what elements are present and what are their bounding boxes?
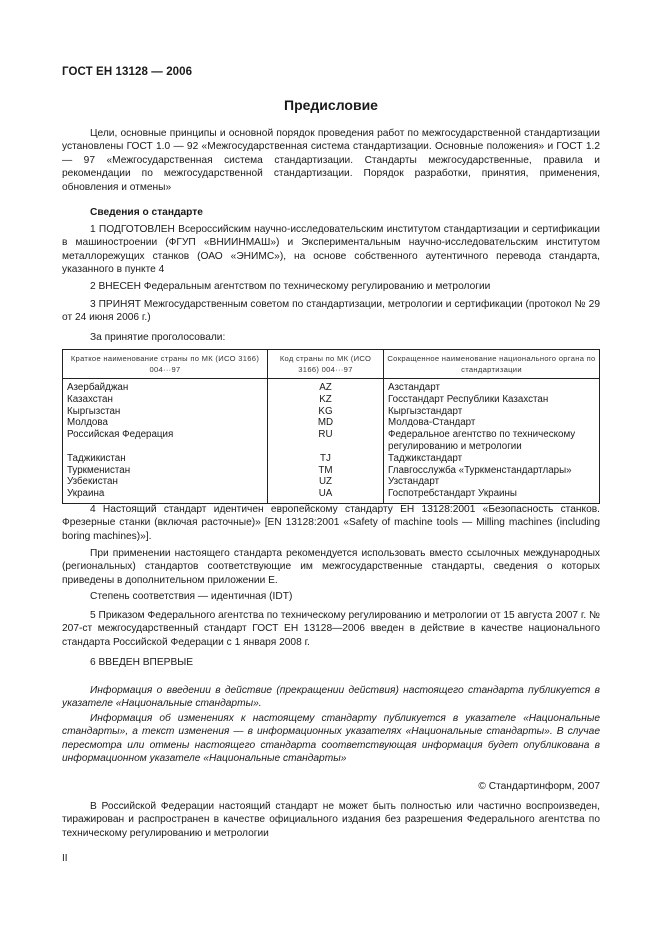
table-row <box>63 465 600 477</box>
country-cell: Туркменистан <box>63 465 268 477</box>
column-header-country: Краткое наименование страны по МК (ИСО 3166) 004···97 <box>63 350 268 379</box>
table-header-row <box>63 350 600 379</box>
page-number: II <box>62 853 68 864</box>
country-cell: Украина <box>63 488 268 503</box>
voted-label: За принятие проголосовали: <box>90 332 226 343</box>
country-cell: Российская Федерация <box>63 429 268 453</box>
table-row <box>63 476 600 488</box>
section-heading: Сведения о стандарте <box>90 207 203 218</box>
body-cell: Кыргызстандарт <box>384 406 600 418</box>
item-5-paragraph: 5 Приказом Федерального агентства по техническому регулированию и метрологии от 15 августа 2007 г. № 207-ст межгосударственный стандарт ГОСТ ЕН 13128—2006 введен в действие в качестве национального стандарта Российской Федерации с 1 января 2008 г. <box>62 610 600 648</box>
table-row <box>63 394 600 406</box>
column-header-code: Код страны по МК (ИСО 3166) 004···97 <box>268 350 384 379</box>
body-cell: Главгосслужба «Туркменстандартлары» <box>384 465 600 477</box>
body-cell: Таджикстандарт <box>384 453 600 465</box>
body-cell: Госпотребстандарт Украины <box>384 488 600 503</box>
code-cell: AZ <box>268 379 384 394</box>
code-cell: MD <box>268 417 384 429</box>
item-1-paragraph: 1 ПОДГОТОВЛЕН Всероссийским научно-исследовательским институтом стандартизации и сертификации в машиностроении (ФГУП «ВНИИНМАШ») и Экспериментальным научно-исследовательским институтом металлорежущих станков (ОАО «ЭНИМС»), на основе собственного аутентичного перевода стандарта, указанного в пункте 4 <box>62 224 600 276</box>
column-header-body: Сокращенное наименование национального органа по стандартизации <box>384 350 600 379</box>
table-row <box>63 406 600 418</box>
table-row <box>63 417 600 429</box>
table-row <box>63 488 600 503</box>
body-cell: Федеральное агентство по техническому регулированию и метрологии <box>384 429 600 453</box>
code-cell: TM <box>268 465 384 477</box>
item-6-paragraph: 6 ВВЕДЕН ВПЕРВЫЕ <box>90 657 194 668</box>
item-4-references-paragraph: При применении настоящего стандарта рекомендуется использовать вместо ссылочных международных (региональных) стандартов соответствующие им межгосударственные стандарты, сведения о которых приведены в дополнительном приложении Е. <box>62 548 600 586</box>
document-page <box>62 0 600 936</box>
item-4-paragraph: 4 Настоящий стандарт идентичен европейскому стандарту ЕН 13128:2001 «Безопасность станков. Фрезерные станки (включая расточные)» [EN 13128:2001 «Safety of machine tools — Milling machines (including boring machines)»]. <box>62 504 600 542</box>
country-cell: Молдова <box>63 417 268 429</box>
page-title: Предисловие <box>284 97 378 113</box>
code-cell: UA <box>268 488 384 503</box>
member-states-table <box>62 349 600 504</box>
body-cell: Молдова-Стандарт <box>384 417 600 429</box>
table-row <box>63 453 600 465</box>
document-id-header: ГОСТ ЕН 13128 — 2006 <box>62 66 193 78</box>
info-introduction-paragraph: Информация о введении в действие (прекращении действия) настоящего стандарта публикуется в указателе «Национальные стандарты». <box>62 685 600 710</box>
item-3-paragraph: 3 ПРИНЯТ Межгосударственным советом по стандартизации, метрологии и сертификации (протокол № 29 от 24 июня 2006 г.) <box>62 299 600 324</box>
country-cell: Азербайджан <box>63 379 268 394</box>
body-cell: Азстандарт <box>384 379 600 394</box>
country-cell: Казахстан <box>63 394 268 406</box>
info-changes-paragraph: Информация об изменениях к настоящему стандарту публикуется в указателе «Национальные стандарты», а текст изменения — в информационных указателях «Национальные стандарты». В случае пересмотра или отмены настоящего стандарта соответствующая информация будет опубликована в информационном указателе «Национальные стандарты» <box>62 713 600 765</box>
code-cell: KG <box>268 406 384 418</box>
intro-paragraph: Цели, основные принципы и основной порядок проведения работ по межгосударственной стандартизации установлены ГОСТ 1.0 — 92 «Межгосударственная система стандартизации. Основные положения» и ГОСТ 1.2 — 97 «Межгосударственная система стандартизации. Стандарты межгосударственные, правила и рекомендации по межгосударственной стандартизации. Порядок разработки, принятия, применения, обновления и отмены» <box>62 128 600 193</box>
country-cell: Кыргызстан <box>63 406 268 418</box>
item-4-conformity: Степень соответствия — идентичная (IDT) <box>90 591 293 602</box>
body-cell: Госстандарт Республики Казахстан <box>384 394 600 406</box>
code-cell: TJ <box>268 453 384 465</box>
table-row <box>63 379 600 394</box>
country-cell: Узбекистан <box>63 476 268 488</box>
table-row <box>63 429 600 453</box>
country-cell: Таджикистан <box>63 453 268 465</box>
code-cell: KZ <box>268 394 384 406</box>
item-2-paragraph: 2 ВНЕСЕН Федеральным агентством по техническому регулированию и метрологии <box>90 281 491 292</box>
code-cell: RU <box>268 429 384 453</box>
body-cell: Узстандарт <box>384 476 600 488</box>
legal-notice-paragraph: В Российской Федерации настоящий стандарт не может быть полностью или частично воспроизведен, тиражирован и распространен в качестве официального издания без разрешения Федерального агентства по техническому регулированию и метрологии <box>62 801 600 839</box>
copyright-line: © Стандартинформ, 2007 <box>478 781 600 792</box>
code-cell: UZ <box>268 476 384 488</box>
